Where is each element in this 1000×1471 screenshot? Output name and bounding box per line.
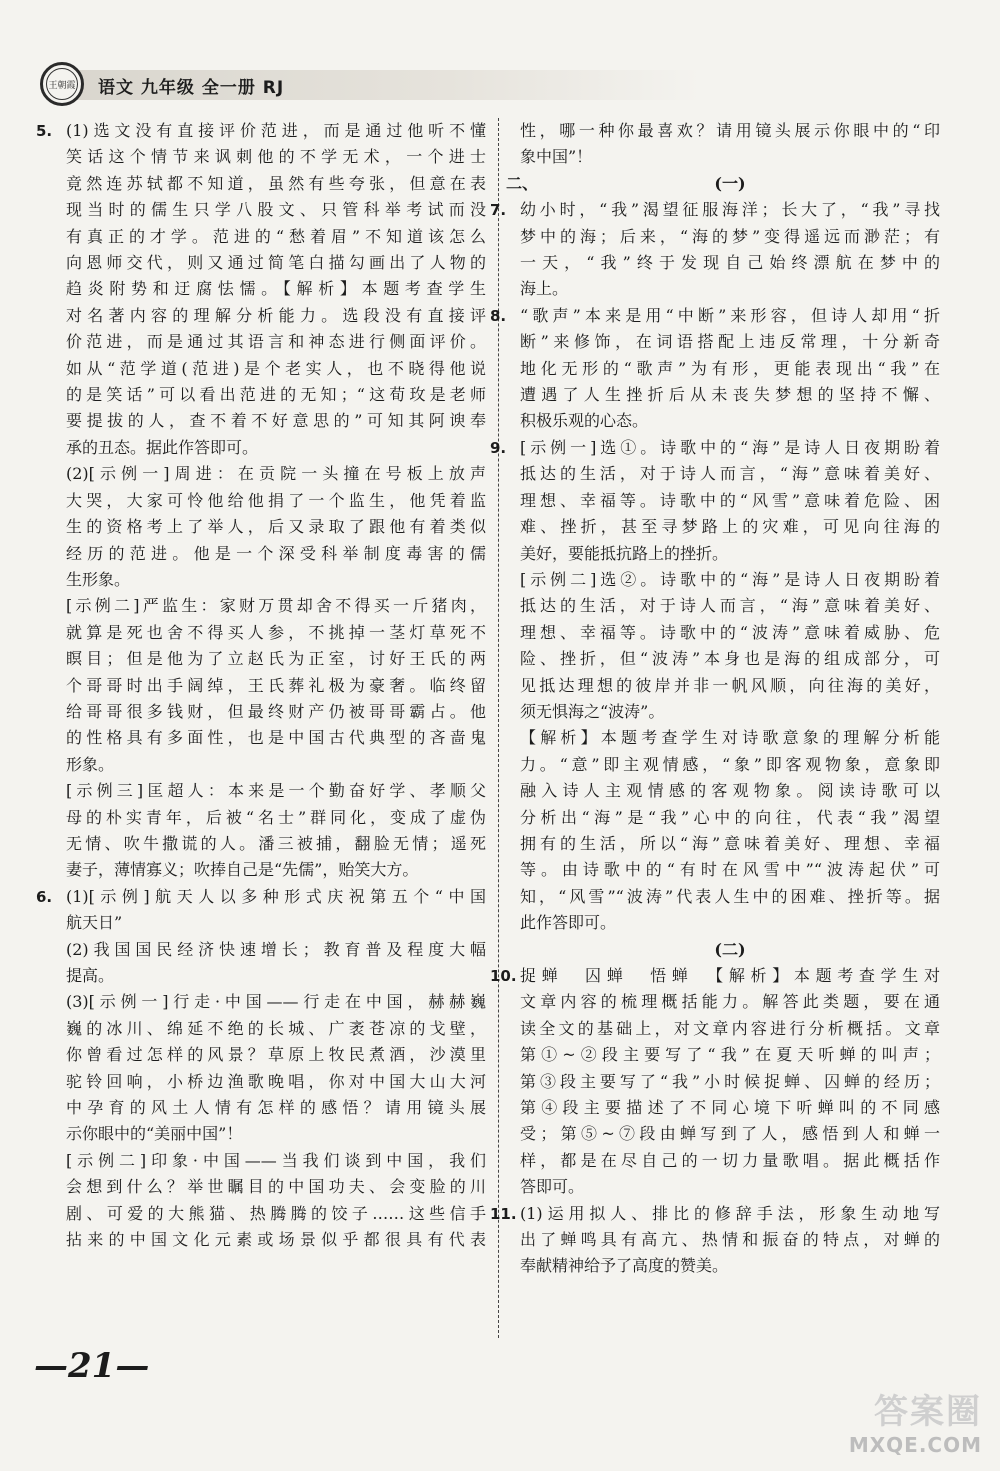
text-line: 承的丑态。据此作答即可。	[66, 437, 259, 457]
text-line: (2)[示例一]周进：在贡院一头撞在号板上放声	[66, 464, 486, 484]
text-line: 受；第⑤~⑦段由蝉写到了人，感悟到人和蝉一	[520, 1124, 940, 1144]
text-line: 笑话这个情节来讽刺他的不学无术，一个进士	[66, 147, 486, 167]
text-line: 地化无形的“歌声”为有形，更能表现出“我”在	[520, 358, 940, 378]
answer-part	[66, 593, 486, 778]
text-line: 大哭，大家可怜他给他捐了一个监生，他凭着监	[66, 490, 486, 510]
text-line: 理想、幸福等。诗歌中的“风雪”意味着危险、困	[520, 490, 940, 510]
section-two-heading-row	[506, 171, 940, 197]
text-line: 会想到什么？举世瞩目的中国功夫、会变脸的川	[66, 1177, 486, 1197]
text-line: 遭遇了人生挫折后从未丧失梦想的坚持不懈、	[520, 385, 940, 405]
text-line: 竟然连苏轼都不知道，虽然有些夸张，但意在表	[66, 173, 486, 193]
watermark-logo: 答案圈	[874, 1392, 982, 1432]
text-line: 现当时的儒生只学八股文、只管科举考试而没	[66, 200, 486, 220]
text-line: 的性格具有多面性，也是中国古代典型的吝啬鬼	[66, 728, 486, 748]
text-line: 的是笑话”可以看出范进的无知；“这荀玫是老师	[66, 385, 486, 405]
item-number: 11.	[490, 1204, 517, 1223]
answer-part	[66, 461, 486, 593]
text-line: 经历的范进。他是一个深受科举制度毒害的儒	[66, 543, 486, 563]
header-title: 语文 九年级 全一册 RJ	[98, 78, 285, 98]
text-line: 幼小时，“我”渴望征服海洋；长大了，“我”寻找	[520, 200, 940, 220]
text-line: [示例二]印象·中国——当我们谈到中国，我们	[66, 1150, 486, 1170]
text-line: 航天日”	[66, 913, 123, 933]
text-line: [示例一]选①。诗歌中的“海”是诗人日夜期盼着	[520, 437, 940, 457]
text-line: 捉蝉 囚蝉 悟蝉 【解析】本题考查学生对	[520, 966, 940, 985]
text-line: 象中国”！	[520, 147, 593, 167]
text-line: 剧、可爱的大熊猫、热腾腾的饺子……这些信手	[66, 1203, 486, 1223]
text-line: 性，哪一种你最喜欢？请用镜头展示你眼中的“印	[520, 121, 940, 140]
text-line: 形象。	[66, 754, 115, 774]
item-number: 5.	[36, 122, 53, 140]
text-line: 示你眼中的“美丽中国”！	[66, 1124, 243, 1144]
answer-item-5	[36, 118, 486, 884]
answer-part	[520, 567, 940, 725]
text-line: 对名著内容的理解分析能力。选段没有直接评	[66, 305, 486, 325]
text-line: 力。“意”即主观情感，“象”即客观物象，意象即	[520, 754, 940, 774]
text-line: 无情、吹牛撒谎的人。潘三被捕，翻脸无情；遥死	[66, 833, 486, 853]
text-line: 此作答即可。	[520, 913, 617, 933]
text-line: 第①~②段主要写了“我”在夏天听蝉的叫声；	[520, 1045, 940, 1065]
text-line: 答即可。	[520, 1177, 585, 1197]
item-number: 6.	[36, 887, 53, 906]
text-line: 等。由诗歌中的“有时在风雪中”“波涛起伏”可	[520, 860, 940, 880]
answer-item-6	[36, 884, 486, 1254]
text-line: 奉献精神给予了高度的赞美。	[520, 1256, 729, 1276]
text-line: 积极乐观的心态。	[520, 411, 649, 431]
answer-part	[520, 435, 940, 567]
text-line: [示例二]选②。诗歌中的“海”是诗人日夜期盼着	[520, 569, 940, 589]
text-line: 第④段主要描述了不同心境下听蝉叫的不同感	[520, 1098, 940, 1118]
text-line: [示例三]匡超人：本来是一个勤奋好学、孝顺父	[66, 781, 486, 801]
subsection-heading: (一)	[714, 173, 746, 193]
item-number: 10.	[490, 967, 517, 985]
text-line: 难、挫折，甚至寻梦路上的灾难，可见向往海的	[520, 517, 940, 537]
answer-part	[66, 937, 486, 990]
text-line: 要提拔的人，查不着不好意思的”可知其阿谀奉	[66, 411, 486, 431]
text-line: 有真正的才学。范进的“愁着眉”不知道该怎么	[66, 226, 486, 246]
answer-item-8	[490, 303, 940, 435]
column-divider	[498, 118, 499, 1338]
text-line: 巍的冰川、绵延不绝的长城、广袤苍凉的戈壁，	[66, 1018, 486, 1038]
text-line: 如从“范学道(范进)是个老实人，也不晓得他说	[66, 358, 486, 378]
answer-item-9	[490, 435, 940, 937]
page-number: —21—	[34, 1346, 150, 1386]
text-line: 就算是死也舍不得买人参，不挑掉一茎灯草死不	[66, 622, 486, 642]
text-line: 断”来修饰，在词语搭配上违反常理，十分新奇	[520, 332, 940, 352]
text-line: (1)选文没有直接评价范进，而是通过他听不懂	[66, 121, 486, 140]
text-line: 母的朴实青年，后被“名士”群同化，变成了虚伪	[66, 807, 486, 827]
answer-item-10	[490, 963, 940, 1201]
text-line: (3)[示例一]行走·中国——行走在中国，赫赫巍	[66, 992, 486, 1012]
section-number: 二、	[506, 173, 539, 193]
page-header	[40, 62, 700, 108]
answer-item-7	[490, 197, 940, 303]
text-line: 须无惧海之“波涛”。	[520, 701, 665, 721]
text-line: 文章内容的梳理概括能力。解答此类题，要在通	[520, 992, 940, 1012]
text-line: (1)运用拟人、排比的修辞手法，形象生动地写	[520, 1203, 940, 1223]
text-line: 分析出“海”是“我”心中的向往，代表“我”渴望	[520, 807, 940, 827]
text-line: 给哥哥很多钱财，但最终财产仍被哥哥霸占。他	[66, 701, 486, 721]
text-line: 一天，“我”终于发现自己始终漂航在梦中的	[520, 253, 940, 273]
text-line: 你曾看过怎样的风景？草原上牧民煮酒，沙漠里	[66, 1045, 486, 1065]
text-line: 趋炎附势和迂腐怯懦。【解析】本题考查学生	[66, 279, 486, 299]
text-line: 梦中的海；后来，“海的梦”变得遥远而渺茫；有	[520, 226, 940, 246]
text-line: 理想、幸福等。诗歌中的“波涛”意味着威胁、危	[520, 622, 940, 642]
item-number: 7.	[490, 201, 507, 220]
answer-part	[520, 303, 940, 435]
text-line: 抵达的生活，对于诗人而言，“海”意味着美好、	[520, 596, 940, 616]
watermark-url: MXQE.COM	[848, 1433, 982, 1457]
item-number: 8.	[490, 306, 507, 325]
text-line: 瞑目；但是他为了立赵氏为正室，讨好王氏的两	[66, 649, 486, 669]
text-line: 中孕育的风土人情有怎样的感悟？请用镜头展	[66, 1098, 486, 1118]
text-line: 美好，要能抵抗路上的挫折。	[520, 543, 729, 563]
answer-part	[66, 884, 486, 937]
text-line: 见抵达理想的彼岸并非一帆风顺，向往海的美好，	[520, 675, 940, 695]
answer-part	[66, 778, 486, 884]
text-line: 融入诗人主观情感的客观物象。阅读诗歌可以	[520, 781, 940, 801]
text-line: 拈来的中国文化元素或场景似乎都很具有代表	[66, 1230, 486, 1250]
answer-part	[520, 963, 940, 1201]
right-column	[490, 118, 940, 1280]
text-line: (1)[示例]航天人以多种形式庆祝第五个“中国	[66, 886, 486, 906]
answer-part	[66, 118, 486, 461]
text-line: 生形象。	[66, 569, 131, 589]
subsection-heading: (二)	[714, 939, 746, 959]
text-line: 样，都是在尽自己的一切力量歌唱。据此概括作	[520, 1150, 940, 1170]
text-line: 生的资格考上了举人，后又录取了跟他有着类似	[66, 517, 486, 537]
text-line: 出了蝉鸣具有高亢、热情和振奋的特点，对蝉的	[520, 1230, 940, 1250]
answer-part	[520, 725, 940, 936]
logo-text: 王朝霞	[46, 68, 78, 100]
text-line: 第③段主要写了“我”小时候捉蝉、囚蝉的经历；	[520, 1071, 940, 1091]
text-line: 知，“风雪”“波涛”代表人生中的困难、挫折等。据	[520, 886, 940, 906]
text-line: 拥有的生活，所以“海”意味着美好、理想、幸福	[520, 833, 940, 853]
text-line: 妻子，薄情寡义；吹捧自己是“先儒”，贻笑大方。	[66, 860, 419, 880]
text-line: 驼铃回响，小桥边渔歌晚唱，你对中国大山大河	[66, 1071, 486, 1091]
text-line: 抵达的生活，对于诗人而言，“海”意味着美好、	[520, 464, 940, 484]
text-line: 险、挫折，但“波涛”本身也是海的组成部分，可	[520, 649, 940, 669]
answer-part	[66, 989, 486, 1147]
text-line: 价范进，而是通过其语言和神态进行侧面评价。	[66, 332, 486, 352]
item-number: 9.	[490, 438, 507, 457]
answer-part	[520, 1201, 940, 1280]
watermark	[802, 1384, 982, 1464]
text-line: [示例二]严监生：家财万贯却舍不得买一斤猪肉，	[66, 596, 486, 616]
text-line: 【解析】本题考查学生对诗歌意象的理解分析能	[520, 728, 940, 748]
continued-text	[520, 118, 940, 171]
answer-part	[520, 197, 940, 303]
text-line: 提高。	[66, 966, 115, 985]
publisher-logo-icon	[40, 62, 84, 106]
text-line: 读全文的基础上，对文章内容进行分析概括。文章	[520, 1018, 940, 1038]
text-line: 海上。	[520, 279, 569, 299]
text-line: 向恩师交代，则又通过简笔白描勾画出了人物的	[66, 253, 486, 273]
text-line: 个哥哥时出手阔绰，王氏葬礼极为豪奢。临终留	[66, 675, 486, 695]
answer-part	[66, 1148, 486, 1254]
left-column	[36, 118, 486, 1253]
text-line: (2)我国国民经济快速增长；教育普及程度大幅	[66, 939, 486, 959]
answer-item-11	[490, 1201, 940, 1280]
text-line: “歌声”本来是用“中断”来形容，但诗人却用“折	[520, 305, 940, 325]
